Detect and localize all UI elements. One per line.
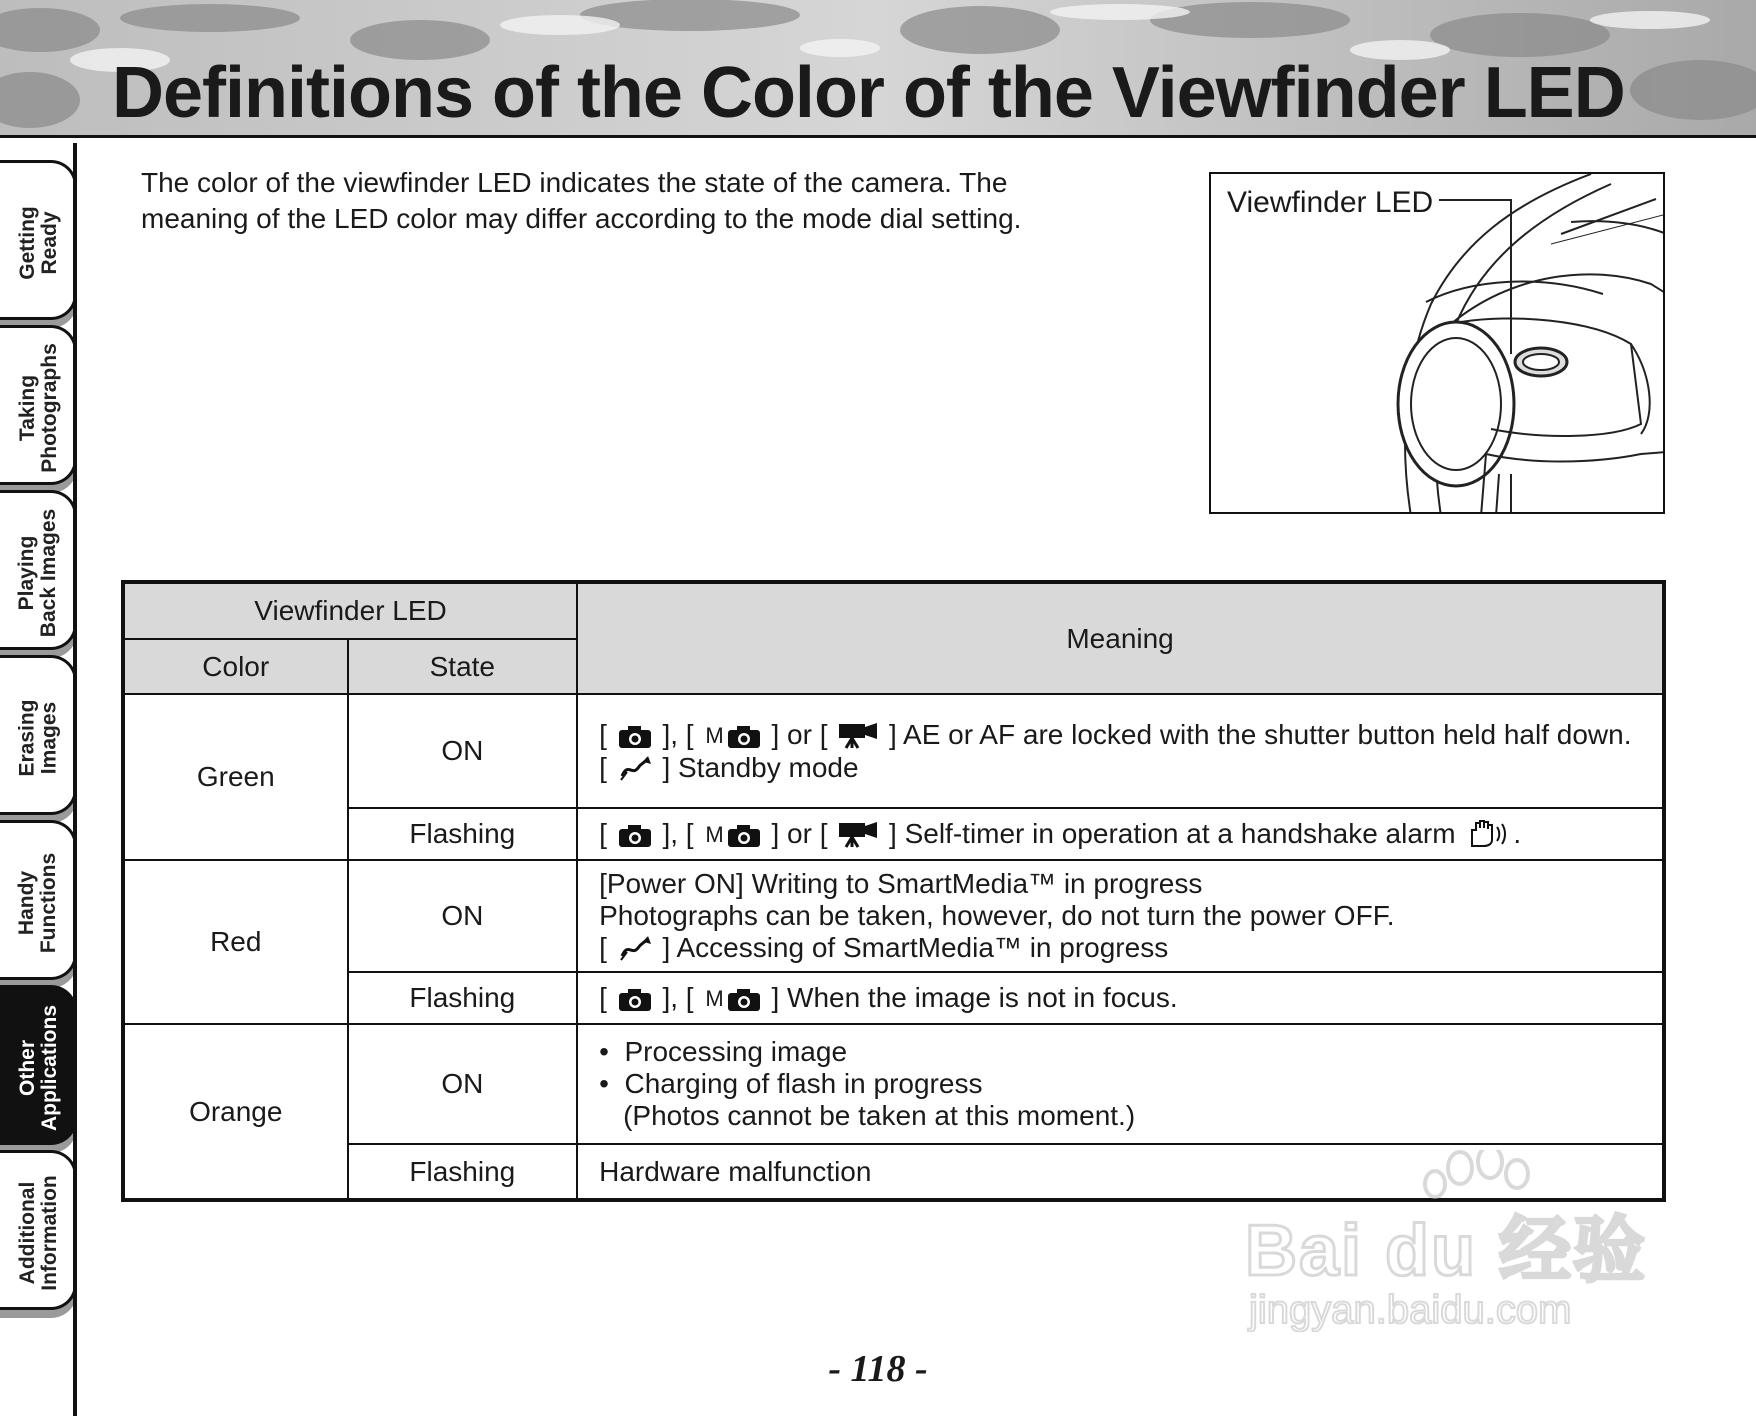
- header-meaning: Meaning: [577, 582, 1664, 694]
- bullet-mark: •: [599, 1068, 609, 1099]
- period: .: [1513, 817, 1522, 849]
- table-row: [123, 1024, 1664, 1144]
- intro-line: The color of the viewfinder LED indicates the state of the camera. The: [141, 167, 1008, 198]
- movie-camera-icon: [838, 820, 878, 848]
- tab-label: Other Applications: [15, 1004, 61, 1132]
- meaning-cell: [577, 808, 1664, 860]
- table-row: [123, 860, 1664, 972]
- manual-camera-icon: [727, 988, 761, 1012]
- bullet-text: Processing image: [624, 1036, 848, 1067]
- tab-label: Taking Photographs: [15, 343, 61, 473]
- led-color-table: [121, 580, 1666, 1202]
- table-header-row: [123, 582, 1664, 639]
- page-number: - 118 -: [828, 1348, 928, 1390]
- bullet-mark: •: [599, 1036, 609, 1067]
- playback-icon: [618, 754, 652, 782]
- tab-label: Handy Functions: [15, 852, 61, 954]
- meaning-cell: [577, 1024, 1664, 1144]
- header-viewfinder-led: Viewfinder LED: [123, 582, 577, 639]
- open-bracket: [: [599, 718, 607, 750]
- meaning-text: ] Standby mode: [662, 751, 859, 783]
- separator: ] or [: [771, 718, 828, 750]
- tab-getting-ready[interactable]: [0, 160, 77, 320]
- separator: ], [: [662, 718, 694, 750]
- meaning-cell: Hardware malfunction: [577, 1144, 1664, 1200]
- header-color: Color: [123, 639, 348, 694]
- camera-illustration: [1211, 174, 1665, 514]
- color-green: Green: [123, 694, 348, 860]
- camera-icon: [618, 725, 652, 749]
- bullet-subtext: (Photos cannot be taken at this moment.): [623, 1100, 1136, 1131]
- manual-camera-icon: [727, 725, 761, 749]
- color-red: Red: [123, 860, 348, 1024]
- camera-icon: [618, 988, 652, 1012]
- state-cell: Flashing: [348, 972, 578, 1024]
- intro-line: meaning of the LED color may differ according to the mode dial setting.: [141, 203, 1022, 234]
- meaning-text: ] Self-timer in operation at a handshake alarm: [889, 817, 1456, 849]
- tab-label: Getting Ready: [15, 206, 61, 280]
- state-cell: Flashing: [348, 1144, 578, 1200]
- open-bracket: [: [599, 932, 607, 963]
- separator: ], [: [662, 981, 694, 1013]
- open-bracket: [: [599, 817, 607, 849]
- playback-icon: [618, 934, 652, 962]
- handshake-alarm-icon: [1466, 818, 1510, 848]
- movie-camera-icon: [838, 721, 878, 749]
- tab-label: Additional Information: [15, 1175, 61, 1291]
- separator: ] or [: [771, 817, 828, 849]
- tab-spine: [73, 143, 77, 1416]
- bullet-item: [599, 1068, 1644, 1100]
- color-orange: Orange: [123, 1024, 348, 1200]
- state-cell: Flashing: [348, 808, 578, 860]
- open-bracket: [: [599, 751, 607, 783]
- tab-other-applications[interactable]: [0, 985, 77, 1145]
- tab-label: Erasing Images: [15, 699, 61, 777]
- open-bracket: [: [599, 981, 607, 1013]
- watermark-url: jingyan.baidu.com: [1249, 1288, 1572, 1332]
- tab-erasing-images[interactable]: [0, 655, 77, 815]
- table-row: [123, 694, 1664, 808]
- watermark-brand: Bai du 经验: [1245, 1211, 1648, 1291]
- bullet-item: [599, 1036, 1644, 1068]
- meaning-cell: [577, 860, 1664, 972]
- viewfinder-led-figure: [1209, 172, 1665, 514]
- tab-taking-photographs[interactable]: [0, 325, 77, 485]
- tab-additional-information[interactable]: [0, 1150, 77, 1310]
- figure-label: Viewfinder LED: [1227, 186, 1439, 220]
- meaning-text: Photographs can be taken, however, do not turn the power OFF.: [599, 900, 1395, 931]
- intro-paragraph: [141, 165, 1151, 237]
- page-title: Definitions of the Color of the Viewfinder LED: [112, 53, 1625, 133]
- manual-letter: M: [705, 722, 724, 748]
- page-header: [0, 0, 1756, 138]
- baidu-watermark: [1245, 1150, 1665, 1350]
- meaning-text: ] Accessing of SmartMedia™ in progress: [662, 932, 1169, 963]
- bullet-text: Charging of flash in progress: [624, 1068, 983, 1099]
- table-row: [123, 808, 1664, 860]
- manual-camera-icon: [727, 824, 761, 848]
- tab-label: Playing Back Images: [15, 508, 61, 638]
- header-state: State: [348, 639, 578, 694]
- tab-handy-functions[interactable]: [0, 820, 77, 980]
- manual-letter: M: [705, 985, 724, 1011]
- separator: ], [: [662, 817, 694, 849]
- state-cell: ON: [348, 694, 578, 808]
- meaning-cell: [577, 694, 1664, 808]
- table-row: [123, 972, 1664, 1024]
- meaning-cell: [577, 972, 1664, 1024]
- meaning-text: [Power ON] Writing to SmartMedia™ in progress: [599, 868, 1203, 899]
- meaning-text: ] AE or AF are locked with the shutter button held half down.: [889, 718, 1632, 750]
- header-rule: [0, 135, 1756, 138]
- state-cell: ON: [348, 1024, 578, 1144]
- camera-icon: [618, 824, 652, 848]
- state-cell: ON: [348, 860, 578, 972]
- manual-letter: M: [705, 821, 724, 847]
- tab-playing-back-images[interactable]: [0, 490, 77, 650]
- meaning-text: ] When the image is not in focus.: [771, 981, 1178, 1013]
